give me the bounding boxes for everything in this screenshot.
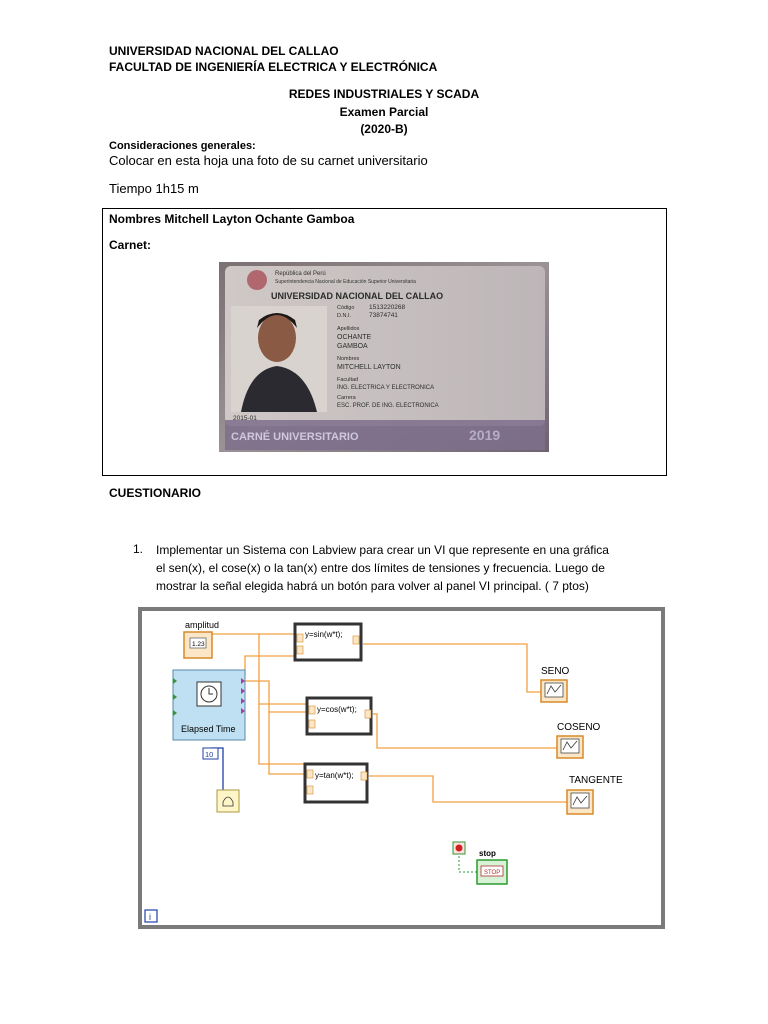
q1-line3: mostrar la señal elegida habrá un botón para volver al panel VI principal. ( 7 ptos) [156, 579, 589, 593]
formula-cos-text: y=cos(w*t); [317, 705, 357, 714]
card-faculty-label: Facultad [337, 377, 359, 383]
coseno-label: COSENO [557, 722, 601, 733]
stop-button-text: STOP [484, 870, 501, 876]
wait-value: 10 [205, 750, 214, 759]
coseno-graph-indicator [557, 736, 583, 758]
card-dni-label: D.N.I. [337, 313, 352, 319]
seno-graph-indicator [541, 680, 567, 702]
seno-label: SENO [541, 666, 570, 677]
university-name: UNIVERSIDAD NACIONAL DEL CALLAO [109, 44, 339, 58]
formula-node-cos [307, 698, 371, 734]
card-surname2: GAMBOA [337, 343, 368, 350]
card-line2: Superintendencia Nacional de Educación Superior Universitaria [275, 279, 416, 285]
formula-sin-text: y=sin(w*t); [305, 630, 343, 639]
considerations-instruction: Colocar en esta hoja una foto de su carnet universitario [109, 153, 428, 168]
card-faculty: ING. ELECTRICA Y ELECTRONICA [337, 385, 435, 391]
course-title: REDES INDUSTRIALES Y SCADA [288, 87, 480, 101]
card-code-label: Código [337, 305, 355, 311]
card-university: UNIVERSIDAD NACIONAL DEL CALLAO [271, 291, 444, 301]
card-dni: 73874741 [369, 312, 398, 319]
card-career: ESC. PROF. DE ING. ELECTRONICA [337, 403, 439, 409]
id-card-photo [219, 262, 549, 452]
exam-term: (2020-B) [360, 122, 408, 136]
considerations-heading: Consideraciones generales: [109, 140, 256, 152]
card-career-label: Carrera [337, 395, 356, 401]
student-names: Nombres Mitchell Layton Ochante Gamboa [109, 212, 355, 226]
card-surnames-label: Apellidos [337, 326, 360, 332]
tangente-graph-indicator [567, 790, 593, 814]
q1-line1: Implementar un Sistema con Labview para crear un VI que represente en una gráfica [156, 543, 609, 557]
card-code: 1513220268 [369, 304, 406, 311]
faculty-name: FACULTAD DE INGENIERÍA ELECTRICA Y ELECTRÓNICA [109, 60, 438, 74]
crest-icon [247, 270, 267, 290]
carnet-label: Carnet: [109, 238, 152, 252]
tangente-label: TANGENTE [569, 775, 623, 786]
card-names: MITCHELL LAYTON [337, 364, 401, 371]
loop-iteration-terminal [145, 910, 157, 922]
card-names-label: Nombres [337, 356, 360, 362]
card-year-left: 2015-01 [233, 415, 257, 422]
formula-tan-text: y=tan(w*t); [315, 771, 354, 780]
exam-title: Examen Parcial [339, 105, 429, 119]
card-line1: República del Perú [275, 271, 326, 277]
exam-time: Tiempo 1h15 m [109, 181, 199, 196]
card-footer: CARNÉ UNIVERSITARIO [231, 431, 359, 443]
amplitud-tag: 1.23 [192, 641, 205, 648]
loop-index-label: i [149, 912, 151, 922]
while-loop-frame [140, 609, 663, 927]
q1-line2: el sen(x), el cose(x) o la tan(x) entre dos límites de tensiones y frecuencia. Luego de [156, 561, 605, 575]
card-surname1: OCHANTE [337, 334, 372, 341]
q1-number: 1. [133, 542, 144, 556]
card-year-right: 2019 [469, 427, 501, 443]
amplitud-label: amplitud [185, 620, 220, 630]
questionnaire-heading: CUESTIONARIO [109, 486, 202, 500]
formula-node-tan [305, 764, 367, 802]
elapsed-time-label: Elapsed Time [181, 724, 236, 734]
stop-label: stop [479, 849, 496, 858]
labview-block-diagram [137, 606, 667, 930]
formula-node-sin [295, 624, 361, 660]
wait-ms-function [217, 790, 239, 812]
